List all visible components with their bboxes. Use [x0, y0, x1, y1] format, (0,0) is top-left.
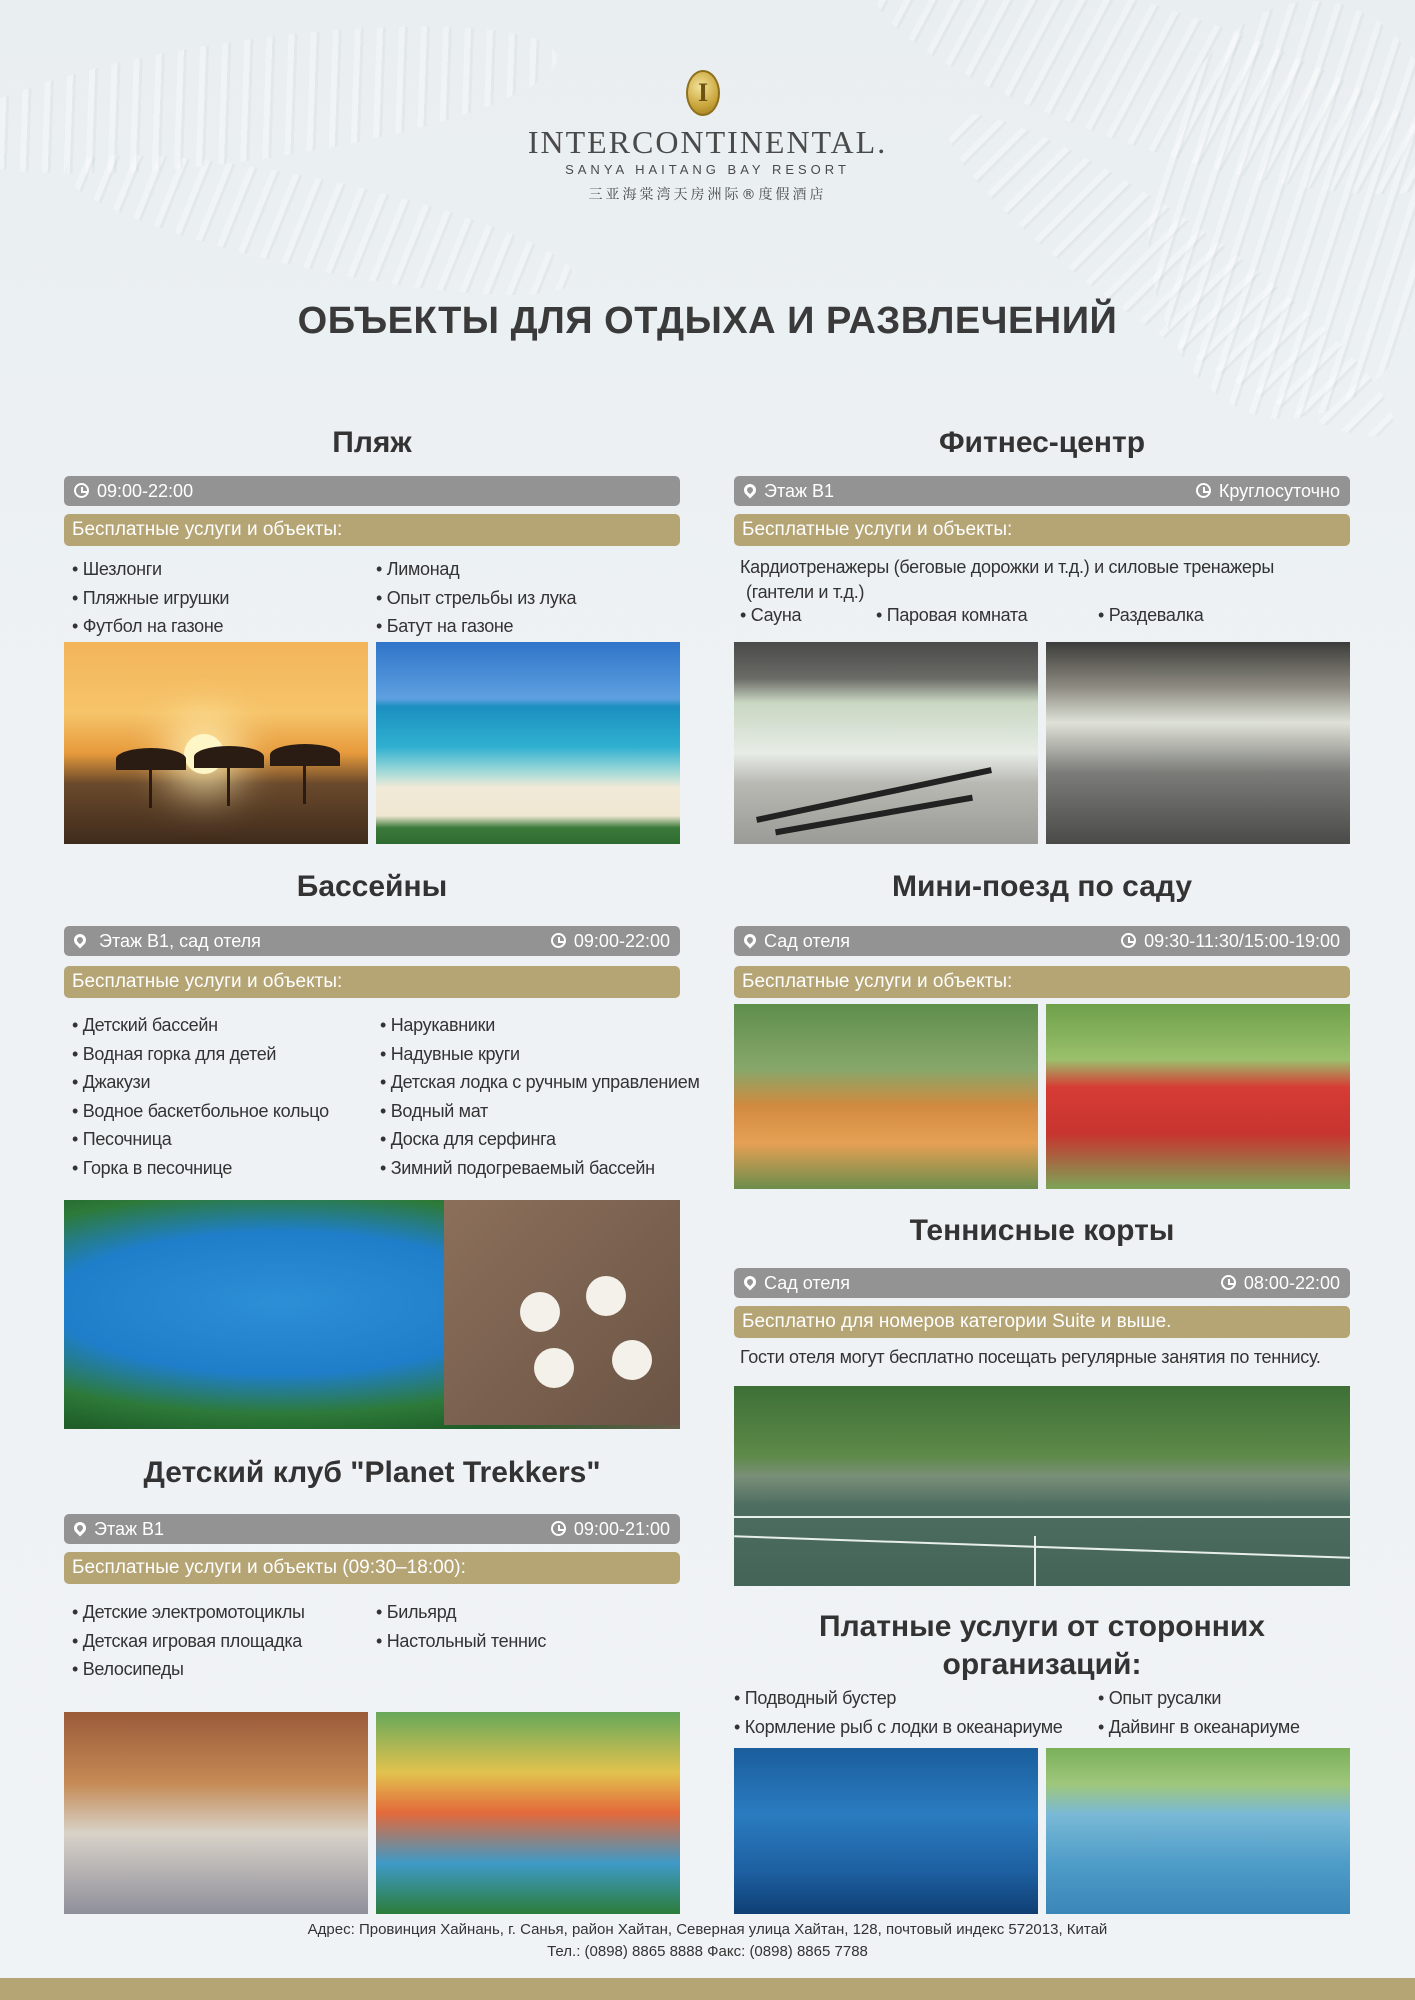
- pools-free-label: Бесплатные услуги и объекты:: [64, 966, 680, 998]
- kids-playroom-photo: [376, 1712, 680, 1914]
- brand-name: INTERCONTINENTAL.: [527, 124, 888, 160]
- list-item: • Водное баскетбольное кольцо: [72, 1097, 329, 1126]
- fitness-line-2: (гантели и т.д.): [746, 582, 865, 602]
- kids-list-right: [376, 1598, 546, 1655]
- beach-title: Пляж: [332, 426, 412, 459]
- train-location: Сад отеля: [764, 931, 851, 951]
- list-item: • Велосипеды: [72, 1655, 305, 1684]
- clock-icon: [551, 1521, 566, 1536]
- kids-free-label: Бесплатные услуги и объекты (09:30–18:00):: [64, 1552, 680, 1584]
- fitness-info-bar: [734, 476, 1350, 506]
- brand-emblem-icon: I: [686, 70, 720, 116]
- sea-activity-photo: [1046, 1748, 1350, 1914]
- fitness-location: Этаж B1: [764, 481, 835, 501]
- list-item: • Бильярд: [376, 1598, 546, 1627]
- clock-icon: [74, 483, 89, 498]
- beach-sunset-photo: [64, 642, 368, 844]
- fitness-item-sauna: • Сауна: [740, 605, 802, 625]
- kids-club-title: Детский клуб "Planet Trekkers": [143, 1456, 601, 1489]
- diving-photo: [734, 1748, 1038, 1914]
- list-item: • Горка в песочнице: [72, 1154, 329, 1183]
- fitness-weights-photo: [1046, 642, 1350, 844]
- list-item: • Дайвинг в океанариуме: [1098, 1713, 1300, 1742]
- location-pin-icon: [72, 1520, 89, 1537]
- fitness-hours: Круглосуточно: [1218, 481, 1340, 501]
- paid-list-left: [734, 1684, 1063, 1741]
- beach-free-label: Бесплатные услуги и объекты:: [64, 514, 680, 546]
- pools-location: Этаж B1, сад отеля: [99, 931, 261, 951]
- list-item: • Водный мат: [380, 1097, 700, 1126]
- list-item: • Нарукавники: [380, 1011, 700, 1040]
- list-item: • Лимонад: [376, 555, 576, 584]
- list-item: • Футбол на газоне: [72, 612, 229, 641]
- list-item: • Подводный бустер: [734, 1684, 1063, 1713]
- beach-sea-photo: [376, 642, 680, 844]
- pools-list-right: [380, 1011, 700, 1182]
- footer-phones: Тел.: (0898) 8865 8888 Факс: (0898) 8865 7788: [547, 1943, 868, 1960]
- location-pin-icon: [742, 1274, 759, 1291]
- list-item: • Джакузи: [72, 1068, 329, 1097]
- fitness-title: Фитнес-центр: [938, 426, 1146, 459]
- train-info-bar: [734, 926, 1350, 956]
- list-item: • Батут на газоне: [376, 612, 576, 641]
- kids-motorcycles-photo: [64, 1712, 368, 1914]
- clock-icon: [551, 933, 566, 948]
- fitness-item-steam: • Паровая комната: [876, 605, 1028, 625]
- page-title: ОБЪЕКТЫ ДЛЯ ОТДЫХА И РАЗВЛЕЧЕНИЙ: [297, 300, 1118, 342]
- clock-icon: [1121, 933, 1136, 948]
- train-children-photo: [1046, 1004, 1350, 1189]
- list-item: • Шезлонги: [72, 555, 229, 584]
- list-item: • Пляжные игрушки: [72, 584, 229, 613]
- list-item: • Надувные круги: [380, 1040, 700, 1069]
- list-item: • Детская игровая площадка: [72, 1627, 305, 1656]
- list-item: • Настольный теннис: [376, 1627, 546, 1656]
- list-item: • Детские электромотоциклы: [72, 1598, 305, 1627]
- location-pin-icon: [742, 482, 759, 499]
- location-pin-icon: [742, 932, 759, 949]
- tennis-note: Гости отеля могут бесплатно посещать регулярные занятия по теннису.: [740, 1347, 1321, 1367]
- footer-gold-band: [0, 1978, 1415, 2000]
- kids-hours: 09:00-21:00: [573, 1519, 670, 1539]
- tennis-court-photo: [734, 1386, 1350, 1586]
- tennis-title: Теннисные корты: [909, 1214, 1175, 1247]
- train-title: Мини-поезд по саду: [891, 870, 1192, 903]
- tennis-hours: 08:00-22:00: [1243, 1273, 1340, 1293]
- pools-info-bar: [64, 926, 680, 956]
- tennis-location: Сад отеля: [764, 1273, 851, 1293]
- brand-chinese-name: 三亚海棠湾天房洲际®度假酒店: [588, 187, 827, 203]
- list-item: • Песочница: [72, 1125, 329, 1154]
- train-family-photo: [734, 1004, 1038, 1189]
- pool-aerial-photo: [64, 1200, 680, 1429]
- clock-icon: [1196, 483, 1211, 498]
- list-item: • Опыт русалки: [1098, 1684, 1300, 1713]
- pools-hours: 09:00-22:00: [573, 931, 670, 951]
- kids-info-bar: [64, 1514, 680, 1544]
- list-item: • Детская лодка с ручным управлением: [380, 1068, 700, 1097]
- fitness-item-locker: • Раздевалка: [1098, 605, 1204, 625]
- beach-list-right: [376, 555, 576, 641]
- list-item: • Опыт стрельбы из лука: [376, 584, 576, 613]
- list-item: • Зимний подогреваемый бассейн: [380, 1154, 700, 1183]
- list-item: • Доска для серфинга: [380, 1125, 700, 1154]
- train-hours: 09:30-11:30/15:00-19:00: [1144, 931, 1340, 951]
- train-free-label: Бесплатные услуги и объекты:: [734, 966, 1350, 998]
- list-item: • Кормление рыб с лодки в океанариуме: [734, 1713, 1063, 1742]
- fitness-free-label: Бесплатные услуги и объекты:: [734, 514, 1350, 546]
- clock-icon: [1221, 1275, 1236, 1290]
- tennis-info-bar: [734, 1268, 1350, 1298]
- beach-hours: 09:00-22:00: [97, 481, 194, 501]
- paid-services-title: Платные услуги от сторонних организаций:: [819, 1610, 1265, 1681]
- beach-list-left: [72, 555, 229, 641]
- footer-address: Адрес: Провинция Хайнань, г. Санья, район Хайтан, Северная улица Хайтан, 128, почтовый индекс 572013, Китай: [307, 1921, 1108, 1938]
- kids-location: Этаж B1: [94, 1519, 165, 1539]
- tennis-free-label: Бесплатно для номеров категории Suite и выше.: [734, 1306, 1350, 1338]
- paid-list-right: [1098, 1684, 1300, 1741]
- list-item: • Детский бассейн: [72, 1011, 329, 1040]
- beach-info-bar: [64, 476, 680, 506]
- fitness-line-1: Кардиотренажеры (беговые дорожки и т.д.) и силовые тренажеры: [740, 557, 1274, 577]
- fitness-treadmills-photo: [734, 642, 1038, 844]
- brand-subtitle: SANYA HAITANG BAY RESORT: [565, 162, 850, 177]
- list-item: • Водная горка для детей: [72, 1040, 329, 1069]
- kids-list-left: [72, 1598, 305, 1684]
- pools-list-left: [72, 1011, 329, 1182]
- pools-title: Бассейны: [296, 870, 448, 903]
- location-pin-icon: [72, 932, 89, 949]
